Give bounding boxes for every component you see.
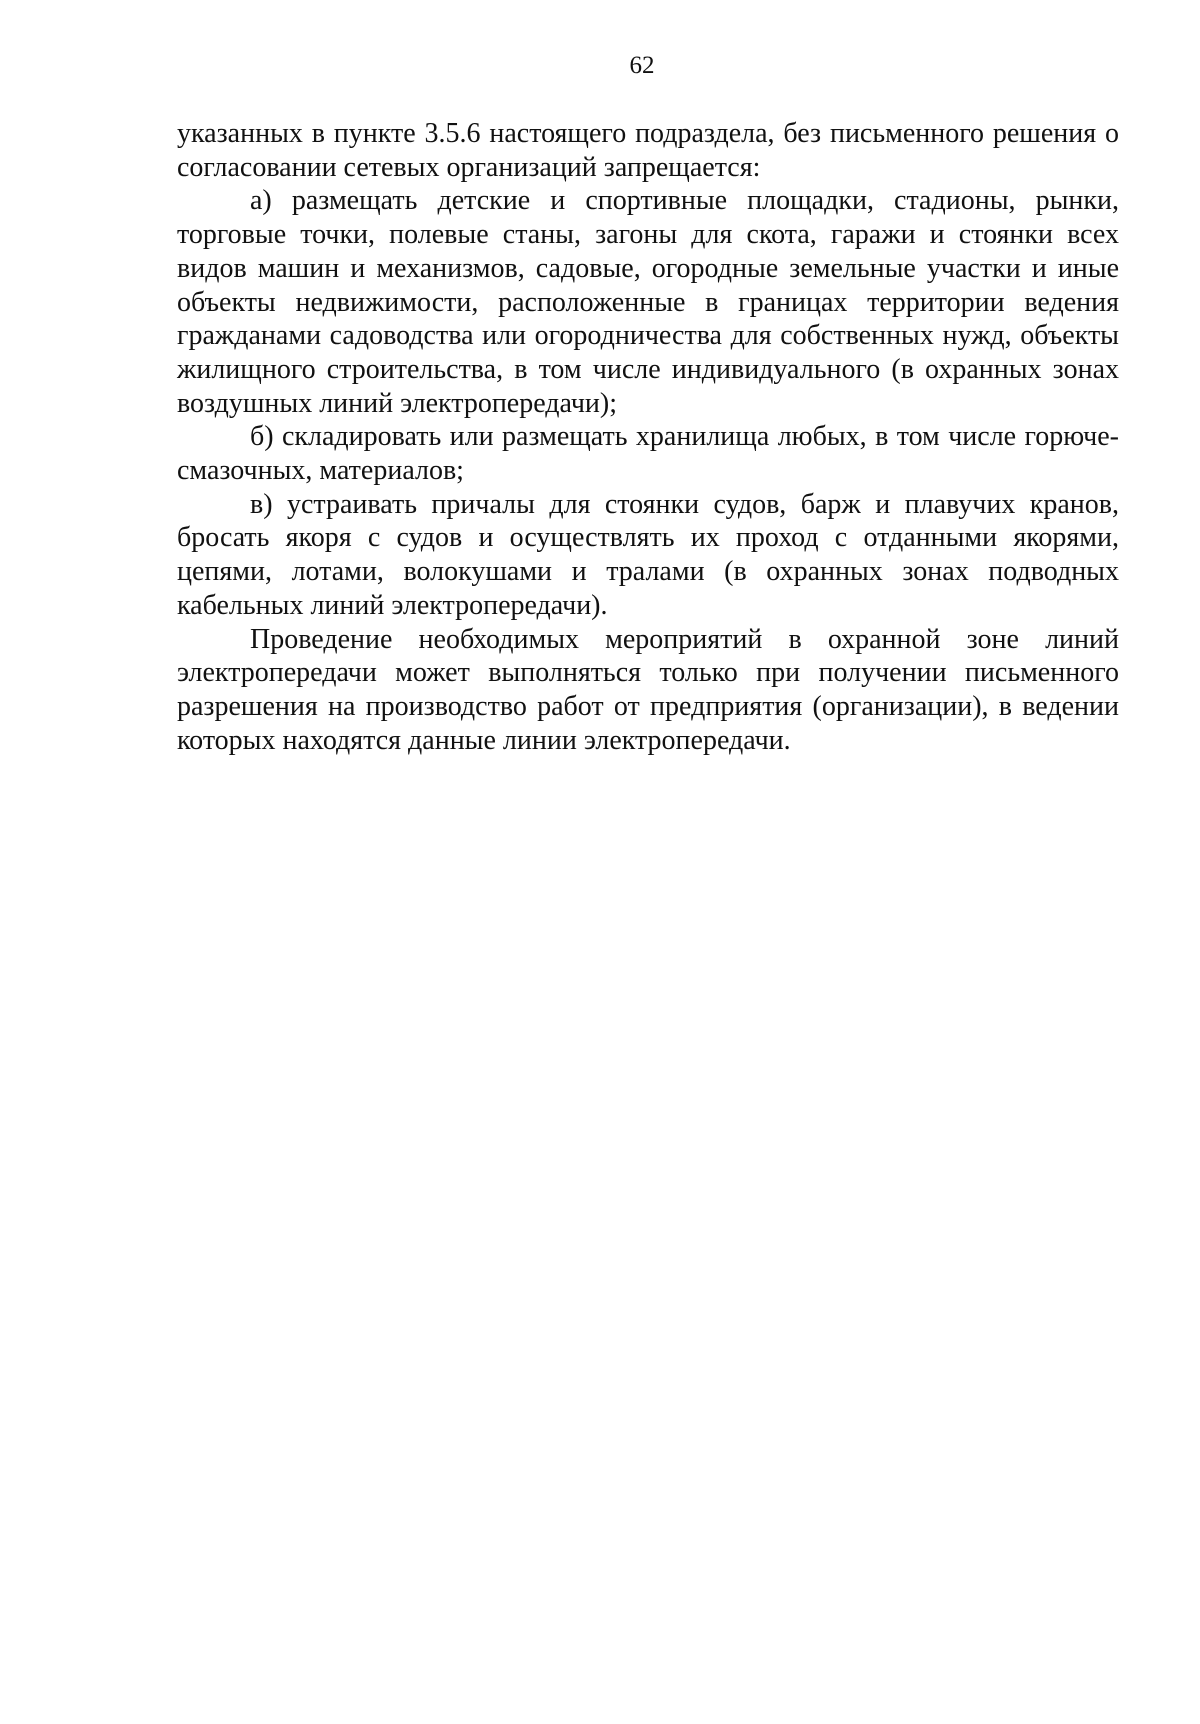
list-item-b: б) складировать или размещать хранилища любых, в том числе горюче-смазочных, материалов; [177, 421, 1119, 487]
paragraph-permission: Проведение необходимых мероприятий в охранной зоне линий электропередачи может выполняться только при получении письменного разрешения на производство работ от предприятия (организации), в ведении которых находятся данные линии электропередачи. [177, 623, 1119, 756]
list-item-v: в) устраивать причалы для стоянки судов, барж и плавучих кранов, бросать якоря с судов и осуществлять их проход с отданными якорями, цепями, лотами, волокушами и тралами (в охранных зонах подводных кабельных линий электропередачи). [177, 488, 1119, 621]
paragraph-continuation: указанных в пункте 3.5.6 настоящего подраздела, без письменного решения о согласовании сетевых организаций запрещается: [177, 118, 1119, 183]
document-body [177, 117, 1119, 757]
page-number: 62 [629, 52, 655, 79]
list-item-a: а) размещать детские и спортивные площадки, стадионы, рынки, торговые точки, полевые станы, загоны для скота, гаражи и стоянки всех видов машин и механизмов, садовые, огородные земельные участки и иные объекты недвижимости, расположенные в границах территории ведения гражданами садоводства или огородничества для собственных нужд, объекты жилищного строительства, в том числе индивидуального (в охранных зонах воздушных линий электропередачи); [177, 185, 1119, 419]
